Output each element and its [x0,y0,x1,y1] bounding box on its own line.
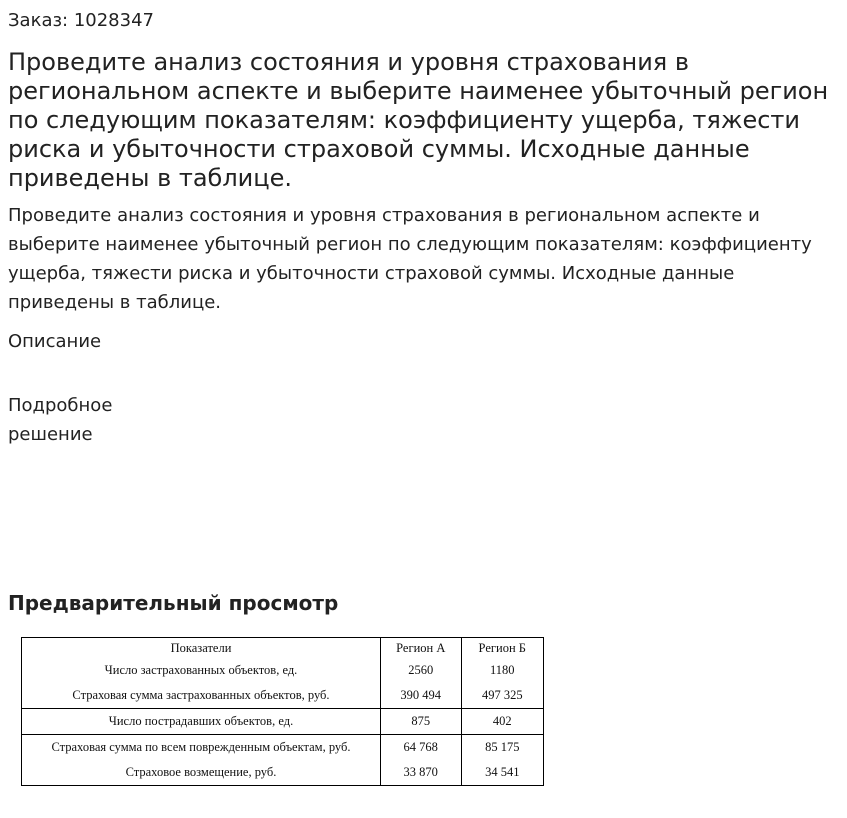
header-region-b: Регион Б [461,638,543,659]
row-value-region-b: 34 541 [461,760,543,786]
table-row [22,709,544,735]
row-value-region-b: 85 175 [461,735,543,761]
row-indicator: Число застрахованных объектов, ед. [22,658,381,683]
page-title: Проведите анализ состояния и уровня страхования в региональном аспекте и выберите наименее убыточный регион по следующим показателям: коэффициенту ущерба, тяжести риска и убыточности страховой суммы. Исходные данные приведены в таблице. [8,48,829,192]
table-row [22,658,544,683]
row-value-region-b: 402 [461,709,543,735]
row-indicator: Число пострадавших объектов, ед. [22,709,381,735]
header-indicators: Показатели [22,638,381,659]
order-number: Заказ: 1028347 [8,10,154,31]
solution-label: Подробное решение [8,395,113,445]
preview-table [21,637,544,786]
row-value-region-b: 497 325 [461,683,543,709]
description-label: Описание [8,331,102,352]
header-region-a: Регион А [380,638,461,659]
table-header-row [22,638,544,659]
task-description: Проведите анализ состояния и уровня страхования в региональном аспекте и выберите наименее убыточный регион по следующим показателям: коэффициенту ущерба, тяжести риска и убыточности страховой суммы. Исходные данные приведены в таблице. [8,205,812,313]
row-value-region-b: 1180 [461,658,543,683]
table-row [22,683,544,709]
row-value-region-a: 390 494 [380,683,461,709]
row-value-region-a: 64 768 [380,735,461,761]
row-indicator: Страховая сумма застрахованных объектов, руб. [22,683,381,709]
row-indicator: Страховое возмещение, руб. [22,760,381,786]
row-value-region-a: 875 [380,709,461,735]
table-row [22,760,544,786]
preview-heading: Предварительный просмотр [8,591,339,615]
row-indicator: Страховая сумма по всем поврежденным объектам, руб. [22,735,381,761]
row-value-region-a: 33 870 [380,760,461,786]
row-value-region-a: 2560 [380,658,461,683]
table-row [22,735,544,761]
